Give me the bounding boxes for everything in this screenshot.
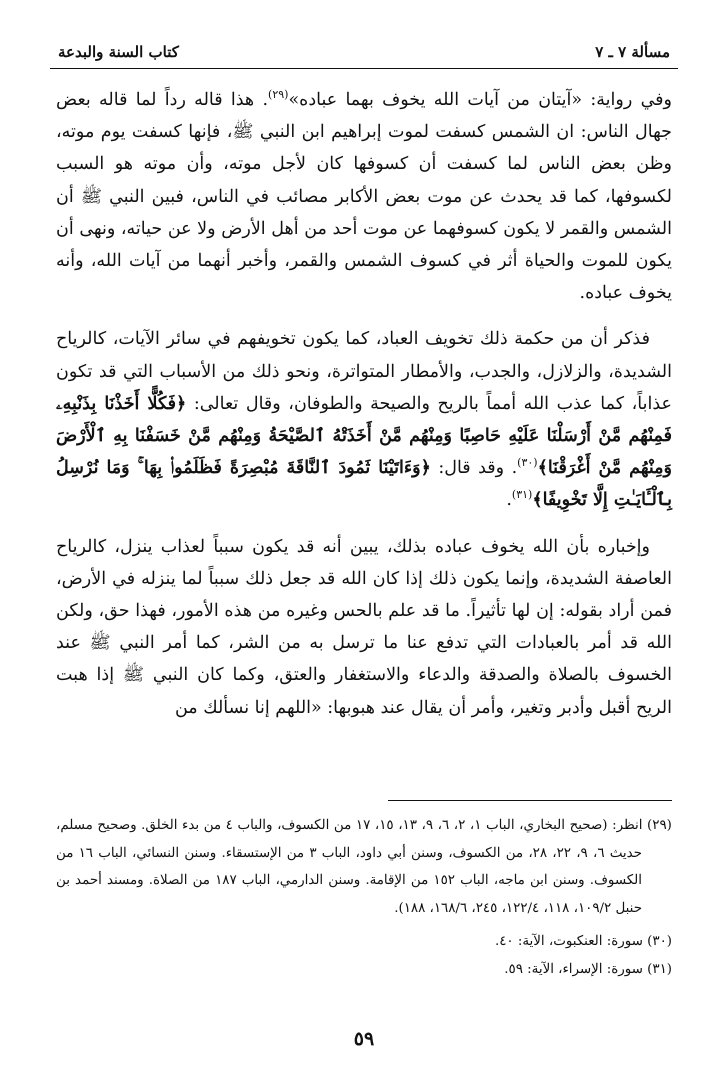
- book-title: كتاب السنة والبدعة: [58, 43, 179, 61]
- paragraph-1: وفي رواية: «آيتان من آيات الله يخوف بهما عباده»$^{(٢٩)}$. هذا قاله رداً لما قاله بعض جهال الناس: ان الشمس كسفت لموت إبراهيم ابن النبي ﷺ، فإنها كسفت يوم موته، وظن بعض الناس لما كسفت أن كسوفها كان لأجل موته، وأن موته هو السبب لكسوفها، كما قد يحدث عن موت بعض الأكابر مصائب في الناس، فبين النبي ﷺ أن الشمس والقمر لا يكون كسوفهما عن موت أحد من أهل الأرض ولا عن حياته، ونهى أن يكون للموت والحياة أثر في كسوف الشمس والقمر، وأخبر أنهما من آيات الله، وأنه يخوف عباده.: [56, 88, 672, 304]
- quran-verse-1: ﴿فَكُلًّا أَخَذْنَا بِذَنْبِهِۦ فَمِنْهُم مَّنْ أَرْسَلْنَا عَلَيْهِ حَاصِبًا وَمِنْهُم مَّنْ أَخَذَتْهُ ٱلصَّيْحَةُ وَمِنْهُم مَّنْ خَسَفْنَا بِهِ ٱلْأَرْضَ وَمِنْهُم مَّنْ أَغْرَقْنَا﴾: [56, 393, 672, 479]
- running-header: [58, 38, 670, 66]
- footnotes: [56, 812, 672, 984]
- main-text: [56, 84, 672, 724]
- footnote-31: (٣١) سورة: الإسراء، الآية: ٥٩.: [504, 961, 672, 977]
- footnote-30: (٣٠) سورة: العنكبوت، الآية: ٤٠.: [494, 934, 672, 950]
- paragraph-2: فذكر أن من حكمة ذلك تخويف العباد، كما يكون تخويفهم في سائر الآيات، كالرياح الشديدة، والزلازل، والجدب، والأمطار المتواترة، ونحو ذلك من الأسباب التي قد تكون عذاباً، كما عذب الله أمماً بالريح والصيحة والطوفان، وقال تعالى: ﴿فَكُلًّا أَخَذْنَا بِذَنْبِهِۦ فَمِنْهُم مَّنْ أَرْسَلْنَا عَلَيْهِ حَاصِبًا وَمِنْهُم مَّنْ أَخَذَتْهُ ٱلصَّيْحَةُ وَمِنْهُم مَّنْ خَسَفْنَا بِهِ ٱلْأَرْضَ وَمِنْهُم مَّنْ أَغْرَقْنَا﴾$^{(٣٠)}$. وقد قال: ﴿وَءَاتَيْنَا ثَمُودَ ٱلنَّاقَةَ مُبْصِرَةً فَظَلَمُوا۟ بِهَا ۚ وَمَا نُرْسِلُ بِٱلْـَٔايَـٰتِ إِلَّا تَخْوِيفًا﴾$^{(٣١)}$.: [56, 329, 672, 511]
- paragraph-3: وإخباره بأن الله يخوف عباده بذلك، يبين أنه قد يكون سبباً لعذاب ينزل، كالرياح العاصفة الشديدة، وإنما يكون ذلك إذا كان الله قد جعل ذلك سبباً لما ينزله في الأرض، فمن أراد بقوله: إن لها تأثيراً. ما قد علم بالحس وغيره من هذه الأمور، فهذا حق، ولكن الله قد أمر بالعبادات التي تدفع عنا ما ترسل به من الشر، كما أمر النبي ﷺ عند الخسوف بالصلاة والصدقة والدعاء والاستغفار والعتق، وكما كان النبي ﷺ إذا هبت الريح أقبل وأدبر وتغير، وأمر أن يقال عند هبوبها: «اللهم إنا نسألك من: [56, 536, 672, 718]
- footnote-ref-30: (٣٠): [517, 456, 538, 470]
- section-label: مسألة ٧ ـ ٧: [595, 43, 670, 61]
- footnote-ref-31: (٣١): [511, 488, 533, 502]
- footnote-ref-29: (٢٩): [268, 88, 289, 102]
- footnote-divider: [388, 800, 672, 801]
- header-divider: [50, 68, 678, 69]
- quran-verse-2: ﴿وَءَاتَيْنَا ثَمُودَ ٱلنَّاقَةَ مُبْصِرَةً فَظَلَمُوا۟ بِهَا ۚ وَمَا نُرْسِلُ بِٱلْـَٔايَـٰتِ إِلَّا تَخْوِيفًا﴾: [56, 458, 672, 511]
- page-number: ٥٩: [353, 1028, 375, 1050]
- footnote-29: (٢٩) انظر: (صحيح البخاري، الباب ١، ٢، ٦، ٩، ١٣، ١٥، ١٧ من الكسوف، والباب ٤ من بدء الخلق. وصحيح مسلم، حديث ٦، ٩، ٢٢، ٢٨، من الكسوف، وسنن أبي داود، الباب ٣ من الإستسقاء. وسنن النسائي، الباب ١٦ من الكسوف. وسنن ابن ماجه، الباب ١٥٢ من الإقامة. وسنن الدارمي، الباب ١٨٧ من الصلاة. ومسند أحمد بن حنبل ١٠٩/٢، ١١٨، ١٢٢/٤، ٢٤٥، ١٦٨/٦، ١٨٨).: [56, 818, 672, 916]
